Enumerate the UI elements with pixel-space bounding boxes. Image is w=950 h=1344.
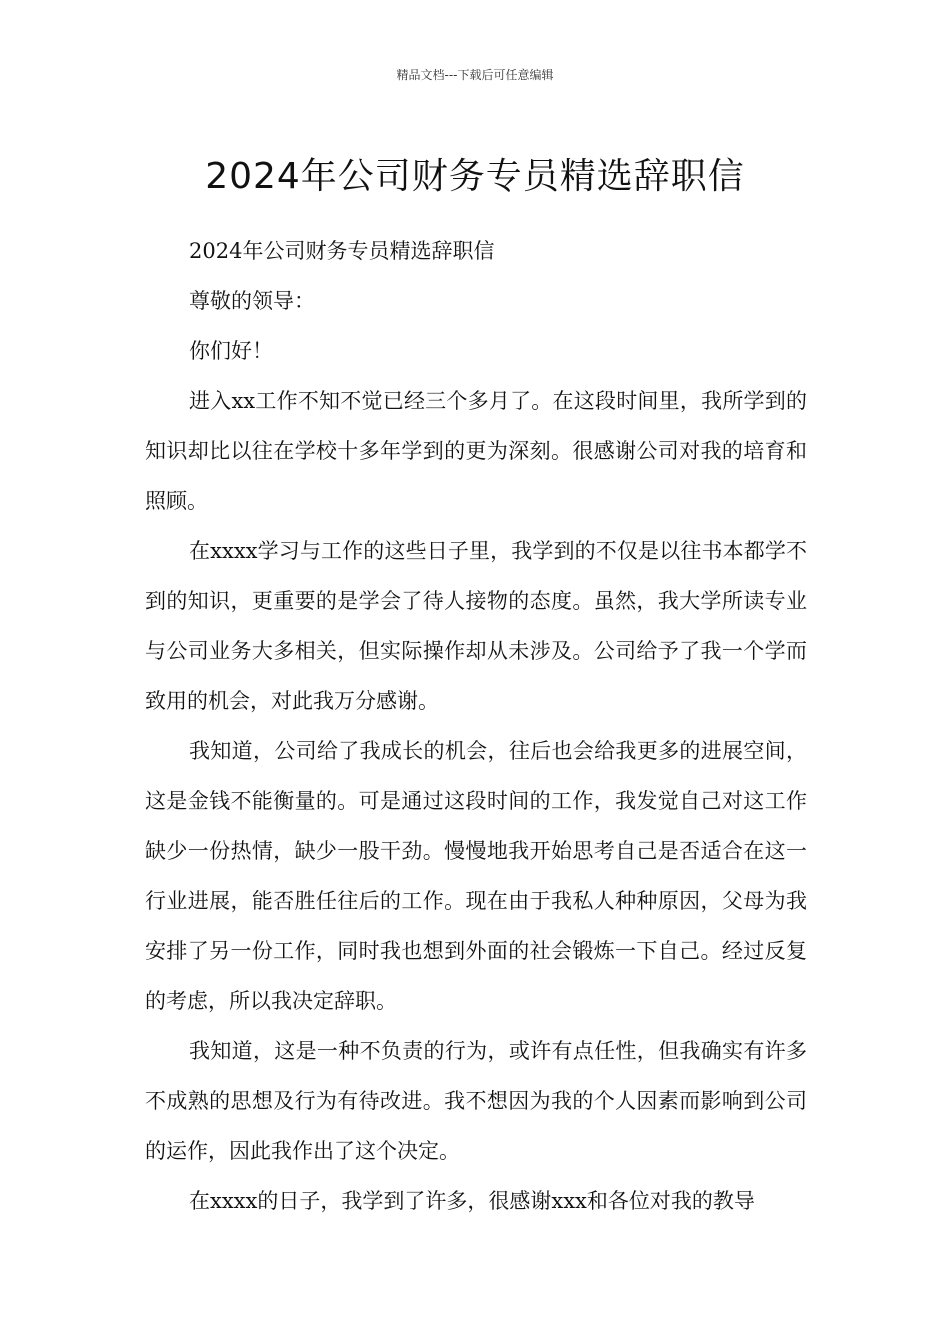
- body-paragraph: 我知道，这是一种不负责的行为，或许有点任性，但我确实有许多不成熟的思想及行为有待改进。我不想因为我的个人因素而影响到公司的运作，因此我作出了这个决定。: [145, 1039, 807, 1163]
- body-paragraph: 在xxxx学习与工作的这些日子里，我学到的不仅是以往书本都学不到的知识，更重要的是学会了待人接物的态度。虽然，我大学所读专业与公司业务大多相关，但实际操作却从未涉及。公司给予了我一个学而致用的机会，对此我万分感谢。: [145, 539, 807, 713]
- body-paragraph: 我知道，公司给了我成长的机会，往后也会给我更多的进展空间，这是金钱不能衡量的。可是通过这段时间的工作，我发觉自己对这工作缺少一份热情，缺少一股干劲。慢慢地我开始思考自己是否适合在这一行业进展，能否胜任往后的工作。现在由于我私人种种原因，父母为我安排了另一份工作，同时我也想到外面的社会锻炼一下自己。经过反复的考虑，所以我决定辞职。: [145, 739, 807, 1013]
- salutation: 尊敬的领导：: [189, 289, 315, 313]
- header-note: 精品文档---下载后可任意编辑: [396, 68, 554, 82]
- greeting: 你们好！: [189, 339, 273, 363]
- body-paragraph: 在xxxx的日子，我学到了许多，很感谢xxx和各位对我的教导: [189, 1189, 755, 1213]
- body-paragraph: 进入xx工作不知不觉已经三个多月了。在这段时间里，我所学到的知识却比以往在学校十多年学到的更为深刻。很感谢公司对我的培育和照顾。: [145, 389, 807, 513]
- document-title: 2024年公司财务专员精选辞职信: [205, 156, 745, 198]
- letter-subtitle: 2024年公司财务专员精选辞职信: [189, 239, 495, 263]
- letter-body: [145, 226, 807, 1226]
